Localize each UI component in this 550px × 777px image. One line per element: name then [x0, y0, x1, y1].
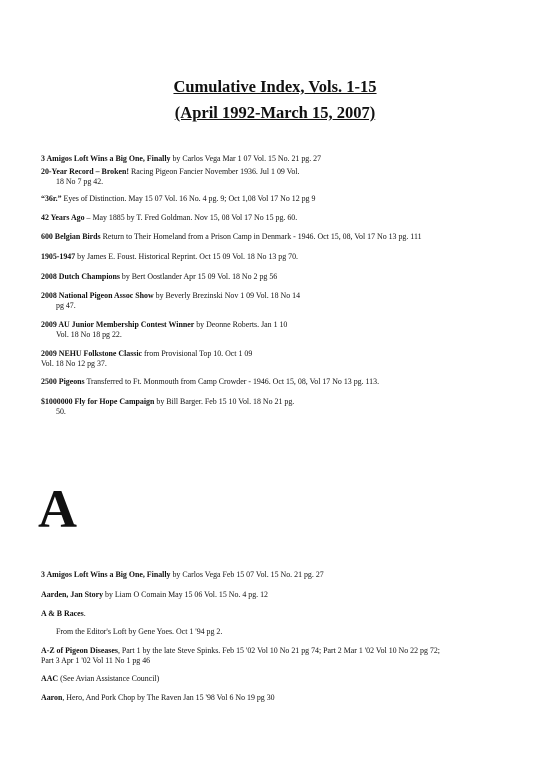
index-entry [41, 272, 511, 282]
entry-continuation: 50. [56, 407, 66, 417]
entry-citation: From the Editor's Loft by Gene Yoes. Oct 1 '94 pg 2. [56, 627, 223, 636]
entry-heading: Aaron [41, 693, 63, 702]
entry-citation: Eyes of Distinction. May 15 07 Vol. 16 No. 4 pg. 9; Oct 1,08 Vol 17 No 12 pg 9 [61, 194, 316, 203]
entry-citation: . [83, 609, 86, 618]
entry-continuation: Vol. 18 No 18 pg 22. [56, 330, 122, 340]
index-entry [41, 154, 511, 164]
entry-citation: by Liam O Comain May 15 06 Vol. 15 No. 4 pg. 12 [103, 590, 269, 599]
index-entry [41, 590, 511, 600]
entry-heading: 2009 AU Junior Membership Contest Winner [41, 320, 195, 329]
entry-continuation: 18 No 7 pg 42. [56, 177, 104, 187]
index-entry [41, 213, 511, 223]
index-entry [41, 320, 511, 341]
entry-continuation: Vol. 18 No 12 pg 37. [41, 359, 107, 369]
entry-citation: by Carlos Vega Mar 1 07 Vol. 15 No. 21 pg. 27 [170, 154, 322, 163]
entry-heading: 42 Years Ago [41, 213, 85, 222]
entry-citation: , Hero, And Pork Chop by The Raven Jan 15 '98 Vol 6 No 19 pg 30 [62, 693, 275, 702]
entry-heading: 2500 Pigeons [41, 377, 85, 386]
entry-heading: 2008 National Pigeon Assoc Show [41, 291, 154, 300]
index-entry [41, 252, 511, 262]
entry-heading: AAC [41, 674, 59, 683]
index-entry [41, 291, 511, 312]
entry-citation: by Bert Oostlander Apr 15 09 Vol. 18 No 2 pg 56 [119, 272, 278, 281]
entry-citation: Return to Their Homeland from a Prison Camp in Denmark - 1946. Oct 15, 08, Vol 17 No 13 pg. 111 [100, 232, 422, 241]
entry-continuation: Part 3 Apr 1 '02 Vol 11 No 1 pg 46 [41, 656, 151, 666]
section-letter: A [38, 479, 77, 539]
page-title-line1: Cumulative Index, Vols. 1-15 [173, 77, 377, 96]
index-entry [41, 609, 511, 619]
index-entry [41, 194, 511, 204]
entry-citation: by James E. Foust. Historical Reprint. Oct 15 09 Vol. 18 No 13 pg 70. [75, 252, 299, 261]
entry-citation: Racing Pigeon Fancier November 1936. Jul 1 09 Vol. [129, 167, 300, 176]
entry-citation: by Beverly Brezinski Nov 1 09 Vol. 18 No 14 [153, 291, 301, 300]
entry-citation: Transferred to Ft. Monmouth from Camp Crowder - 1946. Oct 15, 08, Vol 17 No 13 pg. 113. [84, 377, 380, 386]
entry-heading: Aarden, Jan Story [41, 590, 104, 599]
entry-heading: 2009 NEHU Folkstone Classic [41, 349, 143, 358]
index-entry [41, 232, 511, 242]
entry-citation: from Provisional Top 10. Oct 1 09 [142, 349, 253, 358]
entry-citation: , Part 1 by the late Steve Spinks. Feb 15 '02 Vol 10 No 21 pg 74; Part 2 Mar 1 '02 Vol 10 No 22 pg 72; [117, 646, 440, 655]
index-entry [41, 167, 511, 188]
entry-citation: (See Avian Assistance Council) [58, 674, 160, 683]
index-entry [41, 627, 526, 637]
entry-heading: A & B Races [41, 609, 84, 618]
entry-heading: $1000000 Fly for Hope Campaign [41, 397, 155, 406]
entry-heading: 3 Amigos Loft Wins a Big One, Finally [41, 154, 171, 163]
entry-heading: A-Z of Pigeon Diseases [41, 646, 118, 655]
entry-heading: 20-Year Record – Broken! [41, 167, 130, 176]
entry-continuation: pg 47. [56, 301, 76, 311]
index-entry [41, 377, 511, 387]
index-entry [41, 349, 511, 370]
entry-heading: 1905-1947 [41, 252, 76, 261]
index-entry [41, 397, 511, 418]
entry-heading: 600 Belgian Birds [41, 232, 101, 241]
entry-heading: 3 Amigos Loft Wins a Big One, Finally [41, 570, 171, 579]
entry-citation: by Deonne Roberts. Jan 1 10 [194, 320, 288, 329]
index-entry [41, 693, 511, 703]
index-entry [41, 674, 511, 684]
entry-citation: – May 1885 by T. Fred Goldman. Nov 15, 08 Vol 17 No 15 pg. 60. [84, 213, 298, 222]
entry-heading: “36r.” [41, 194, 62, 203]
entry-citation: by Carlos Vega Feb 15 07 Vol. 15 No. 21 pg. 27 [170, 570, 324, 579]
page-title-line2: (April 1992-March 15, 2007) [174, 103, 376, 122]
index-entry [41, 570, 511, 580]
entry-citation: by Bill Barger. Feb 15 10 Vol. 18 No 21 pg. [154, 397, 295, 406]
index-entry [41, 646, 511, 667]
entry-heading: 2008 Dutch Champions [41, 272, 120, 281]
